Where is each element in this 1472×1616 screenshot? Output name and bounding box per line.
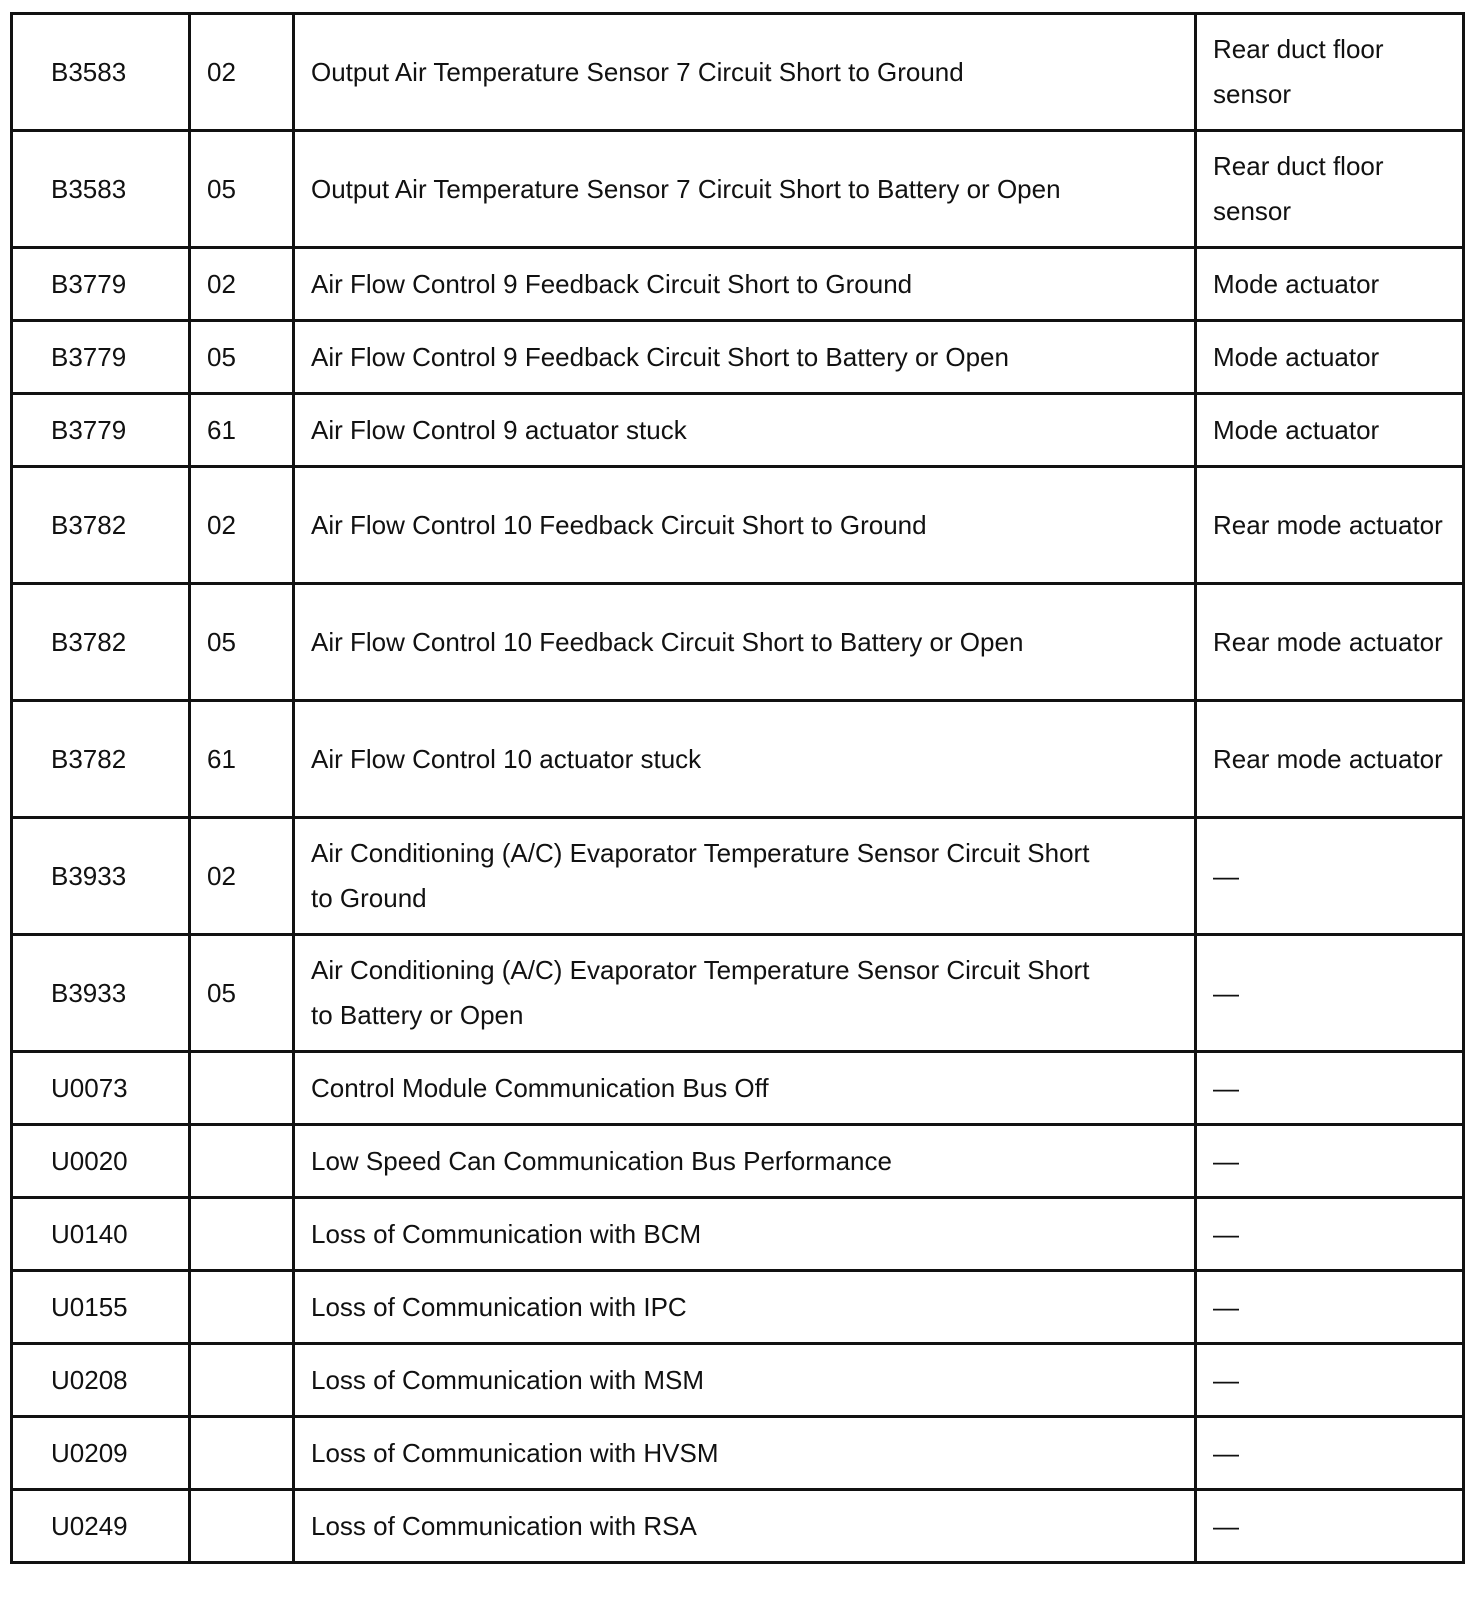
dtc-description-cell: Air Flow Control 10 Feedback Circuit Short to Battery or Open	[294, 584, 1196, 701]
table-row	[12, 1125, 1464, 1198]
dtc-subtype-cell	[190, 1344, 294, 1417]
dtc-description-cell: Air Flow Control 9 Feedback Circuit Short to Battery or Open	[294, 321, 1196, 394]
dtc-table-body	[12, 14, 1464, 1563]
dtc-code-cell: B3782	[12, 584, 190, 701]
table-row	[12, 14, 1464, 131]
dtc-component-cell: Rear mode actuator	[1196, 584, 1464, 701]
dtc-component-cell: —	[1196, 1271, 1464, 1344]
dtc-description-cell: Loss of Communication with IPC	[294, 1271, 1196, 1344]
dtc-component-cell: —	[1196, 1490, 1464, 1563]
dtc-description-cell: Air Flow Control 9 actuator stuck	[294, 394, 1196, 467]
dtc-table	[10, 12, 1465, 1564]
dtc-code-cell: B3779	[12, 248, 190, 321]
dtc-subtype-cell	[190, 1490, 294, 1563]
dtc-subtype-cell: 05	[190, 584, 294, 701]
table-row	[12, 467, 1464, 584]
dtc-code-cell: B3933	[12, 935, 190, 1052]
dtc-code-cell: U0073	[12, 1052, 190, 1125]
dtc-description-cell: Output Air Temperature Sensor 7 Circuit Short to Ground	[294, 14, 1196, 131]
table-row	[12, 1198, 1464, 1271]
table-row	[12, 248, 1464, 321]
dtc-component-cell: Rear duct floor sensor	[1196, 14, 1464, 131]
table-row	[12, 1052, 1464, 1125]
dtc-subtype-cell	[190, 1125, 294, 1198]
dtc-description-cell: Loss of Communication with HVSM	[294, 1417, 1196, 1490]
table-row	[12, 1271, 1464, 1344]
dtc-code-cell: U0208	[12, 1344, 190, 1417]
dtc-description-cell: Low Speed Can Communication Bus Performance	[294, 1125, 1196, 1198]
dtc-code-cell: B3779	[12, 394, 190, 467]
table-row	[12, 1344, 1464, 1417]
dtc-subtype-cell: 02	[190, 818, 294, 935]
dtc-code-cell: B3782	[12, 467, 190, 584]
dtc-description-cell: Control Module Communication Bus Off	[294, 1052, 1196, 1125]
dtc-component-cell: Mode actuator	[1196, 248, 1464, 321]
dtc-code-cell: B3583	[12, 14, 190, 131]
dtc-component-cell: —	[1196, 1417, 1464, 1490]
table-row	[12, 818, 1464, 935]
dtc-component-cell: Rear duct floor sensor	[1196, 131, 1464, 248]
dtc-description-cell: Loss of Communication with MSM	[294, 1344, 1196, 1417]
dtc-subtype-cell	[190, 1417, 294, 1490]
table-row	[12, 394, 1464, 467]
dtc-code-cell: U0140	[12, 1198, 190, 1271]
dtc-code-cell: U0209	[12, 1417, 190, 1490]
dtc-description-cell: Air Conditioning (A/C) Evaporator Temperature Sensor Circuit Short to Battery or Open	[294, 935, 1196, 1052]
dtc-code-cell: B3782	[12, 701, 190, 818]
dtc-description-cell: Air Conditioning (A/C) Evaporator Temperature Sensor Circuit Short to Ground	[294, 818, 1196, 935]
dtc-description-cell: Output Air Temperature Sensor 7 Circuit Short to Battery or Open	[294, 131, 1196, 248]
dtc-description-cell: Loss of Communication with RSA	[294, 1490, 1196, 1563]
dtc-subtype-cell: 61	[190, 701, 294, 818]
dtc-component-cell: Mode actuator	[1196, 321, 1464, 394]
dtc-subtype-cell: 02	[190, 467, 294, 584]
dtc-subtype-cell	[190, 1198, 294, 1271]
dtc-component-cell: —	[1196, 935, 1464, 1052]
dtc-component-cell: —	[1196, 1052, 1464, 1125]
dtc-description-cell: Air Flow Control 9 Feedback Circuit Short to Ground	[294, 248, 1196, 321]
dtc-code-cell: U0020	[12, 1125, 190, 1198]
dtc-description-cell: Loss of Communication with BCM	[294, 1198, 1196, 1271]
dtc-component-cell: —	[1196, 1344, 1464, 1417]
dtc-subtype-cell: 02	[190, 14, 294, 131]
dtc-component-cell: —	[1196, 1125, 1464, 1198]
dtc-description-cell: Air Flow Control 10 actuator stuck	[294, 701, 1196, 818]
dtc-description-cell: Air Flow Control 10 Feedback Circuit Short to Ground	[294, 467, 1196, 584]
dtc-code-cell: B3583	[12, 131, 190, 248]
table-row	[12, 701, 1464, 818]
dtc-subtype-cell: 05	[190, 321, 294, 394]
dtc-subtype-cell: 05	[190, 131, 294, 248]
dtc-subtype-cell: 61	[190, 394, 294, 467]
dtc-subtype-cell: 05	[190, 935, 294, 1052]
dtc-component-cell: —	[1196, 818, 1464, 935]
dtc-subtype-cell	[190, 1052, 294, 1125]
dtc-component-cell: Mode actuator	[1196, 394, 1464, 467]
dtc-code-cell: U0249	[12, 1490, 190, 1563]
dtc-code-cell: U0155	[12, 1271, 190, 1344]
dtc-subtype-cell: 02	[190, 248, 294, 321]
dtc-code-cell: B3933	[12, 818, 190, 935]
dtc-subtype-cell	[190, 1271, 294, 1344]
table-row	[12, 321, 1464, 394]
table-row	[12, 1417, 1464, 1490]
table-row	[12, 1490, 1464, 1563]
dtc-component-cell: Rear mode actuator	[1196, 467, 1464, 584]
dtc-code-cell: B3779	[12, 321, 190, 394]
table-row	[12, 131, 1464, 248]
dtc-component-cell: —	[1196, 1198, 1464, 1271]
table-row	[12, 935, 1464, 1052]
dtc-component-cell: Rear mode actuator	[1196, 701, 1464, 818]
table-row	[12, 584, 1464, 701]
